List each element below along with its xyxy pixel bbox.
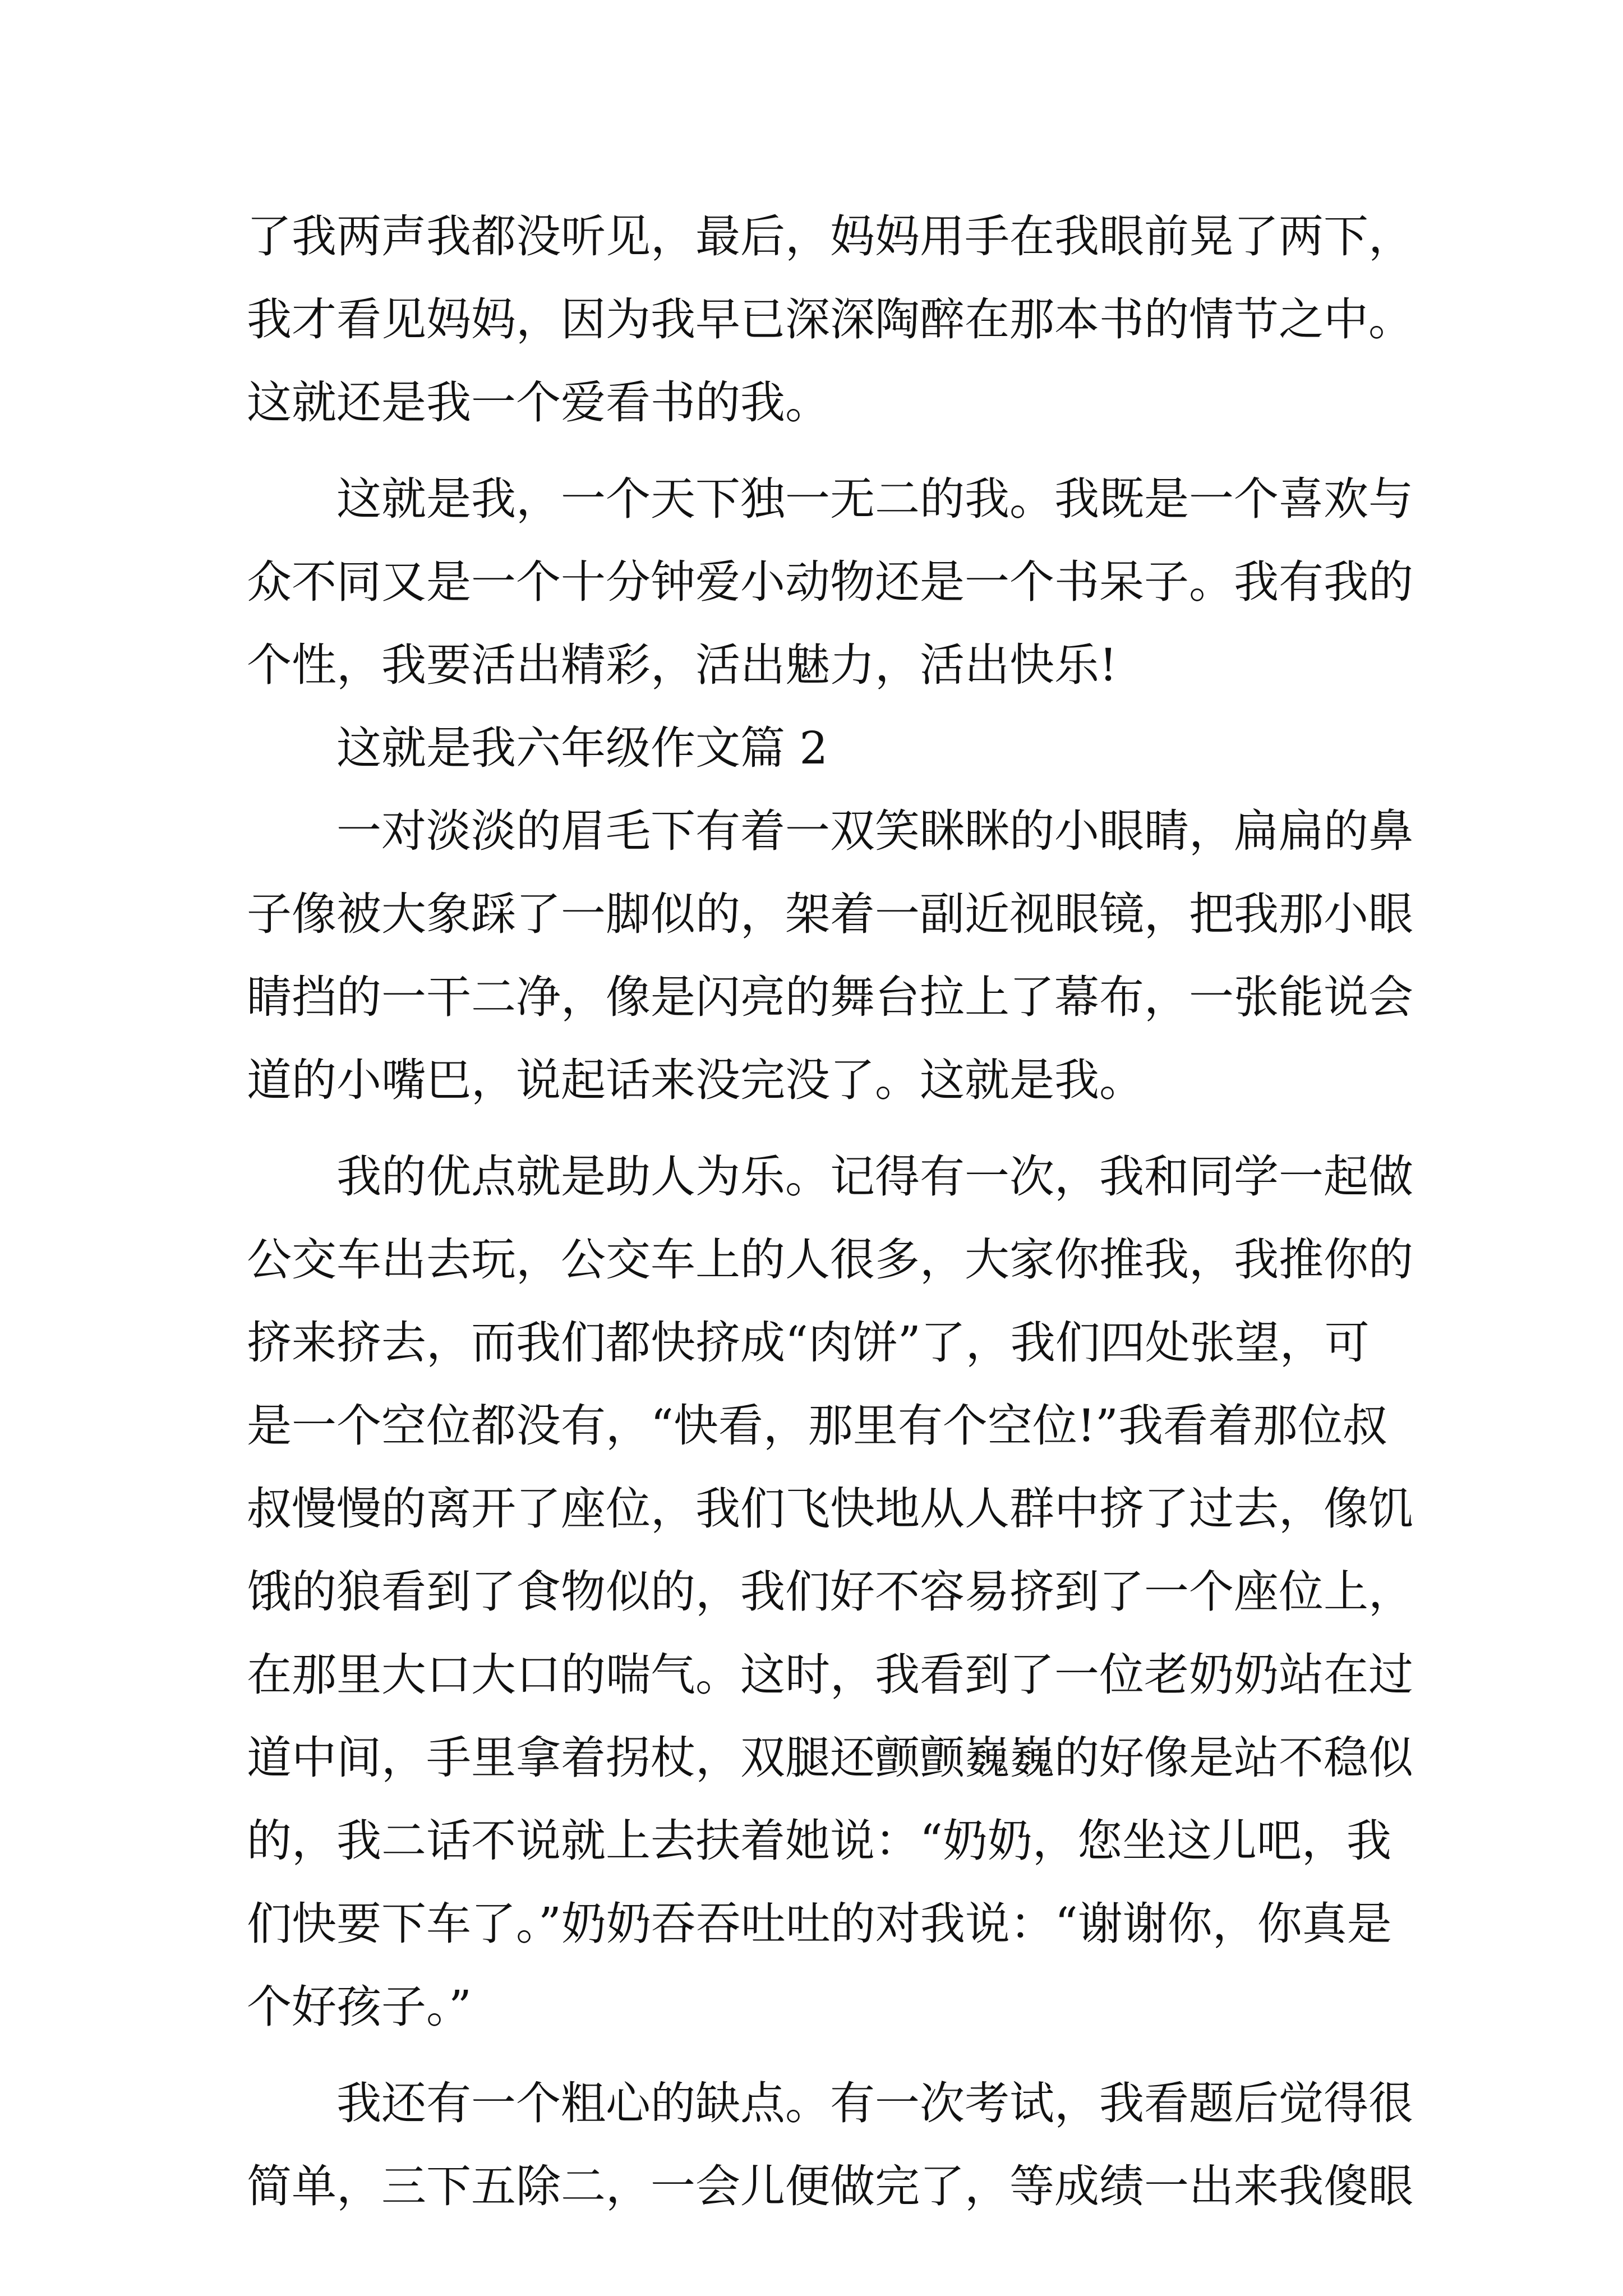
paragraph-start-line: 这就是我，一个天下独一无二的我。我既是一个喜欢与 (336, 473, 1413, 525)
text-line: 在那里大口大口的喘气。这时，我看到了一位老奶奶站在过 (247, 1649, 1413, 1701)
text-line: 众不同又是一个十分钟爱小动物还是一个书呆子。我有我的 (247, 556, 1413, 608)
text-line: 的，我二话不说就上去扶着她说：“奶奶，您坐这儿吧，我 (247, 1815, 1391, 1867)
document-body (247, 195, 1413, 2228)
section-heading: 这就是我六年级作文篇 2 (336, 722, 828, 774)
text-line: 饿的狼看到了食物似的，我们好不容易挤到了一个座位上， (247, 1566, 1413, 1618)
text-line: 们快要下车了。”奶奶吞吞吐吐的对我说：“谢谢你，你真是 (247, 1898, 1392, 1950)
text-line: 公交车出去玩，公交车上的人很多，大家你推我，我推你的 (247, 1234, 1413, 1286)
text-line: 简单，三下五除二，一会儿便做完了，等成绩一出来我傻眼 (247, 2160, 1413, 2212)
text-line: 叔慢慢的离开了座位，我们飞快地从人群中挤了过去，像饥 (247, 1483, 1413, 1535)
paragraph-start-line: 我的优点就是助人为乐。记得有一次，我和同学一起做 (336, 1151, 1413, 1203)
text-line: 个性，我要活出精彩，活出魅力，活出快乐! (247, 639, 1118, 691)
paragraph-start-line: 一对淡淡的眉毛下有着一双笑眯眯的小眼睛，扁扁的鼻 (336, 805, 1413, 857)
paragraph-start-line: 我还有一个粗心的缺点。有一次考试，我看题后觉得很 (336, 2077, 1413, 2129)
text-line: 子像被大象踩了一脚似的，架着一副近视眼镜，把我那小眼 (247, 888, 1413, 940)
text-line: 我才看见妈妈，因为我早已深深陶醉在那本书的情节之中。 (247, 293, 1413, 346)
text-line: 了我两声我都没听见，最后，妈妈用手在我眼前晃了两下， (247, 210, 1413, 263)
text-line: 是一个空位都没有，“快看，那里有个空位!”我看着那位叔 (247, 1400, 1387, 1452)
text-line: 道的小嘴巴，说起话来没完没了。这就是我。 (247, 1054, 1144, 1106)
text-line: 挤来挤去，而我们都快挤成“肉饼”了，我们四处张望，可 (247, 1317, 1370, 1369)
text-line: 个好孩子。” (247, 1981, 472, 2033)
text-line: 睛挡的一干二净，像是闪亮的舞台拉上了幕布，一张能说会 (247, 971, 1413, 1023)
text-line: 道中间，手里拿着拐杖，双腿还颤颤巍巍的好像是站不稳似 (247, 1732, 1413, 1784)
text-line: 这就还是我一个爱看书的我。 (247, 376, 830, 429)
